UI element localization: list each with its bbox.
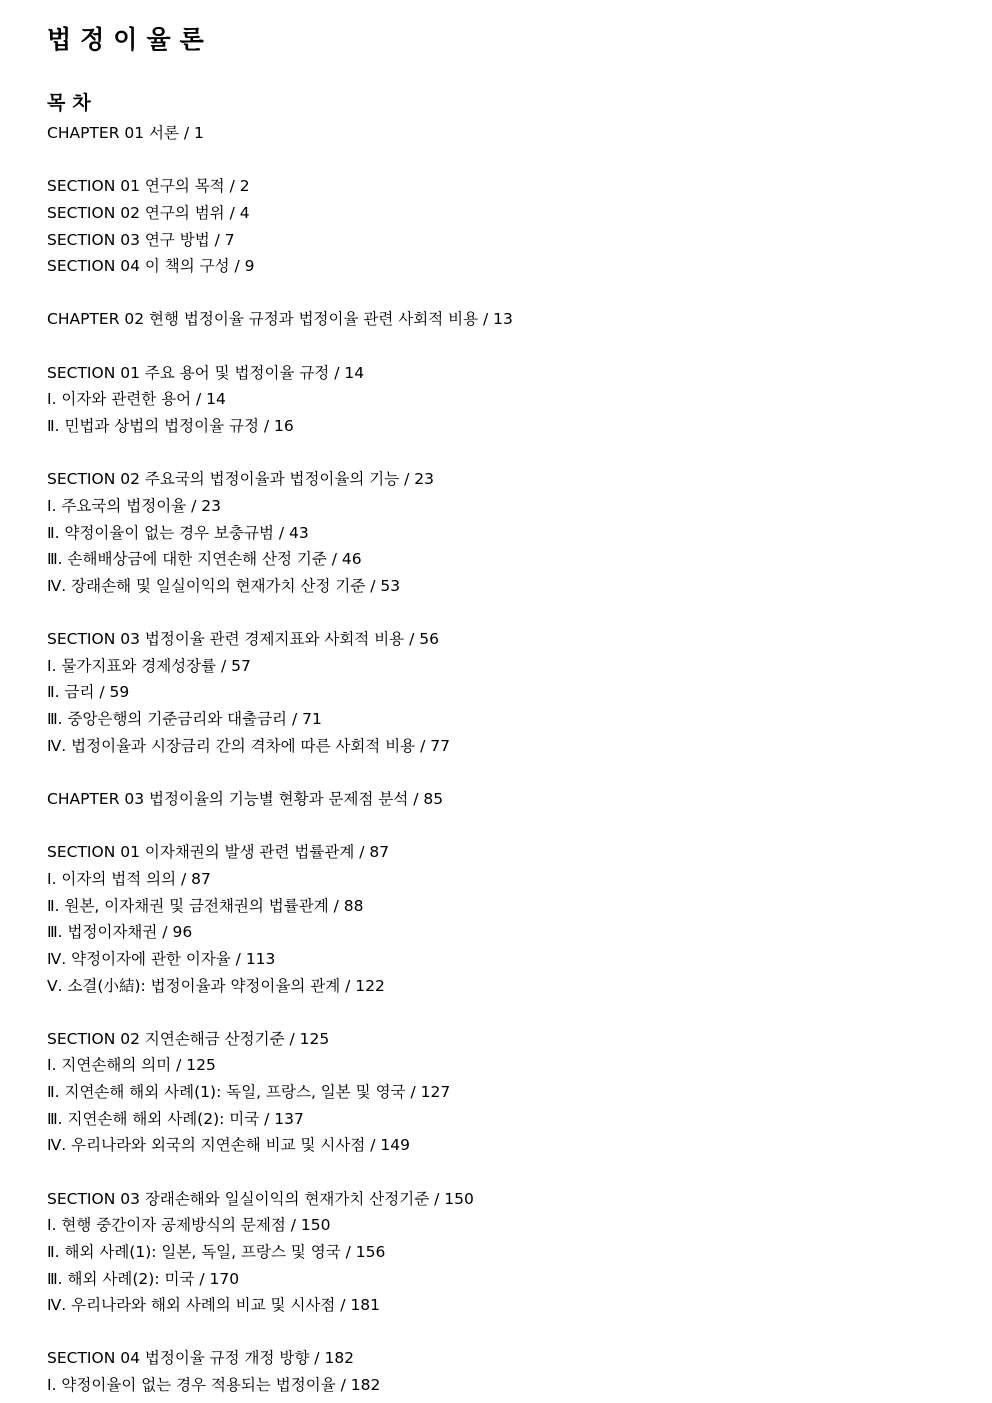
toc-item-entry: Ⅱ. 민법과 상법의 법정이율 규정 / 16 bbox=[47, 417, 294, 436]
toc-section-entry: SECTION 02 주요국의 법정이율과 법정이율의 기능 / 23 bbox=[47, 470, 435, 489]
toc-section-entry: SECTION 01 이자채권의 발생 관련 법률관계 / 87 bbox=[47, 843, 390, 862]
toc-spacer bbox=[47, 1159, 513, 1186]
toc-section-entry: SECTION 03 장래손해와 일실이익의 현재가치 산정기준 / 150 bbox=[47, 1189, 474, 1208]
toc-item-entry: Ⅱ. 해외 사례(1): 일본, 독일, 프랑스 및 영국 / 156 bbox=[47, 1242, 386, 1261]
toc-heading: 목차 bbox=[47, 92, 98, 114]
toc-item-entry: Ⅴ. 소결(小結): 법정이율과 약정이율의 관계 / 122 bbox=[47, 976, 385, 995]
toc-section-entry: SECTION 01 연구의 목적 / 2 bbox=[47, 177, 250, 196]
toc-item-entry: Ⅰ. 지연손해의 의미 / 125 bbox=[47, 1056, 216, 1075]
toc-spacer bbox=[47, 1319, 513, 1346]
toc-section-entry: SECTION 02 지연손해금 산정기준 / 125 bbox=[47, 1029, 330, 1048]
toc-item-entry: Ⅰ. 이자의 법적 의의 / 87 bbox=[47, 869, 211, 888]
toc-item-entry: Ⅲ. 중앙은행의 기준금리와 대출금리 / 71 bbox=[47, 710, 322, 729]
toc-item-entry: Ⅱ. 지연손해 해외 사례(1): 독일, 프랑스, 일본 및 영국 / 127 bbox=[47, 1083, 451, 1102]
toc-spacer bbox=[47, 333, 513, 360]
toc-spacer bbox=[47, 813, 513, 840]
toc-spacer bbox=[47, 440, 513, 467]
toc-item-entry: Ⅰ. 이자와 관련한 용어 / 14 bbox=[47, 390, 226, 409]
toc-spacer bbox=[47, 999, 513, 1026]
toc-item-entry: Ⅲ. 해외 사례(2): 미국 / 170 bbox=[47, 1269, 240, 1288]
toc-item-entry: Ⅰ. 주요국의 법정이율 / 23 bbox=[47, 496, 221, 515]
toc-item-entry: Ⅱ. 원본, 이자채권 및 금전채권의 법률관계 / 88 bbox=[47, 896, 364, 915]
toc-item-entry: Ⅰ. 약정이율이 없는 경우 적용되는 법정이율 / 182 bbox=[47, 1376, 381, 1395]
toc-item-entry: Ⅰ. 물가지표와 경제성장률 / 57 bbox=[47, 656, 251, 675]
toc-chapter-entry: CHAPTER 01 서론 / 1 bbox=[47, 124, 204, 142]
toc-section-entry: SECTION 04 법정이율 규정 개정 방향 / 182 bbox=[47, 1349, 355, 1368]
toc-section-entry: SECTION 02 연구의 범위 / 4 bbox=[47, 203, 250, 222]
toc-section-entry: SECTION 03 연구 방법 / 7 bbox=[47, 230, 235, 249]
toc-section-entry: SECTION 01 주요 용어 및 법정이율 규정 / 14 bbox=[47, 363, 365, 382]
toc-item-entry: Ⅱ. 약정이율이 없는 경우 보충규범 / 43 bbox=[47, 523, 309, 542]
toc-chapter-entry: CHAPTER 02 현행 법정이율 규정과 법정이율 관련 사회적 비용 / 13 bbox=[47, 310, 513, 329]
toc-spacer bbox=[47, 280, 513, 307]
book-title: 법정이율론 bbox=[47, 25, 213, 54]
toc-spacer bbox=[47, 147, 513, 174]
toc-spacer bbox=[47, 600, 513, 627]
toc-item-entry: Ⅳ. 장래손해 및 일실이익의 현재가치 산정 기준 / 53 bbox=[47, 576, 401, 595]
toc-item-entry: Ⅱ. 금리 / 59 bbox=[47, 683, 130, 702]
toc-section-entry: SECTION 03 법정이율 관련 경제지표와 사회적 비용 / 56 bbox=[47, 630, 439, 649]
toc-item-entry: Ⅳ. 약정이자에 관한 이자율 / 113 bbox=[47, 949, 276, 968]
toc-item-entry: Ⅳ. 우리나라와 해외 사례의 비교 및 시사점 / 181 bbox=[47, 1296, 381, 1315]
table-of-contents bbox=[47, 120, 513, 1399]
toc-section-entry: SECTION 04 이 책의 구성 / 9 bbox=[47, 257, 255, 276]
toc-item-entry: Ⅳ. 법정이율과 시장금리 간의 격차에 따른 사회적 비용 / 77 bbox=[47, 736, 450, 755]
toc-item-entry: Ⅲ. 법정이자채권 / 96 bbox=[47, 923, 193, 942]
toc-item-entry: Ⅲ. 손해배상금에 대한 지연손해 산정 기준 / 46 bbox=[47, 550, 362, 569]
toc-spacer bbox=[47, 759, 513, 786]
toc-item-entry: Ⅲ. 지연손해 해외 사례(2): 미국 / 137 bbox=[47, 1109, 304, 1128]
toc-item-entry: Ⅳ. 우리나라와 외국의 지연손해 비교 및 시사점 / 149 bbox=[47, 1136, 410, 1155]
toc-item-entry: Ⅰ. 현행 중간이자 공제방식의 문제점 / 150 bbox=[47, 1216, 331, 1235]
toc-chapter-entry: CHAPTER 03 법정이율의 기능별 현황과 문제점 분석 / 85 bbox=[47, 790, 444, 809]
